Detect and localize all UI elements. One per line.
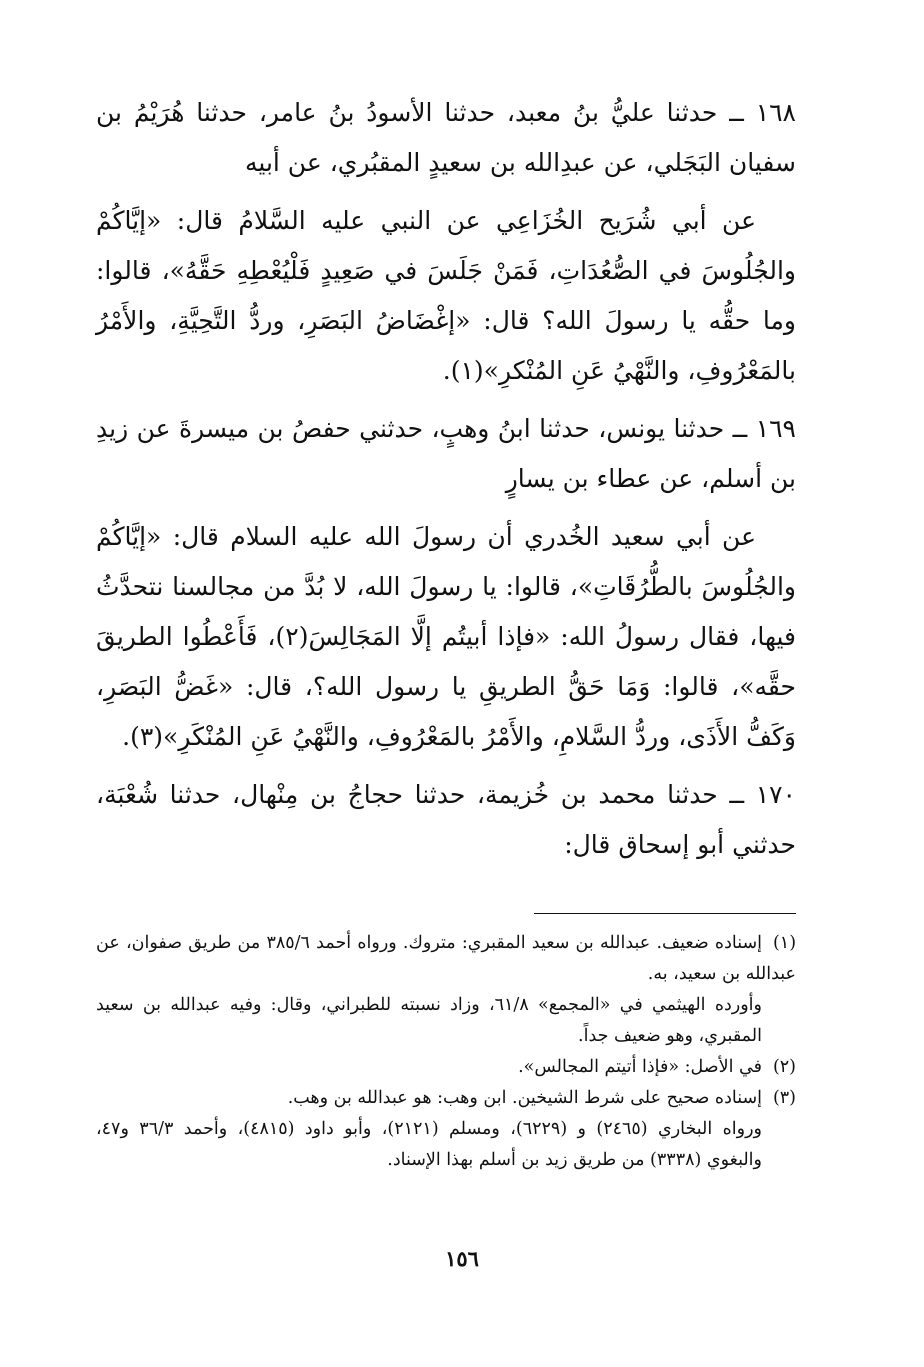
footnote-text: إسناده صحيح على شرط الشيخين. ابن وهب: هو عبدالله بن وهب. [287,1088,762,1108]
footnote-3 [96,1083,796,1114]
footnote-text: وأورده الهيثمي في «المجمع» ٦١/٨، وزاد نسبته للطبراني، وقال: وفيه عبدالله بن سعيد المقبري، وهو ضعيف جداً. [96,995,762,1046]
hadith-170-isnad: ١٧٠ ــ حدثنا محمد بن خُزيمة، حدثنا حجاجُ بن مِنْهال، حدثنا شُعْبَة، حدثني أبو إسحاق قال: [96,780,796,859]
footnote-text: في الأصل: «فإذا أتيتم المجالس». [518,1057,762,1077]
footnote-number: (٢) [772,1057,796,1077]
hadith-168-matn: عن أبي شُرَيح الخُزَاعِي عن النبي عليه السَّلامُ قال: «إيَّاكُمْ والجُلُوسَ في الصُّعُدَاتِ، فَمَنْ جَلَسَ في صَعِيدٍ فَلْيُعْطِهِ حَقَّهُ»، قالوا: وما حقُّه يا رسولَ الله؟ قال: «إغْضَاضُ البَصَرِ، وردُّ التَّحِيَّةِ، والأَمْرُ بالمَعْرُوفِ، والنَّهْيُ عَنِ المُنْكرِ»(١). [96,206,796,385]
main-text [96,88,796,878]
footnote-number: (١) [772,933,797,953]
hadith-169-matn: عن أبي سعيد الخُدري أن رسولَ الله عليه السلام قال: «إيَّاكُمْ والجُلُوسَ بالطُّرُقَاتِ»، قالوا: يا رسولَ الله، لا بُدَّ من مجالسنا نتحدَّثُ فيها، فقال رسولُ الله: «فإذا أبيتُم إلَّا المَجَالِسَ(٢)، فَأَعْطُوا الطريقَ حقَّه»، قالوا: وَمَا حَقُّ الطريقِ يا رسول الله؟، قال: «غَضُّ البَصَرِ، وَكَفُّ الأَذَى، وردُّ السَّلامِ، والأَمْرُ بالمَعْرُوفِ، والنَّهْيُ عَنِ المُنْكَرِ»(٣). [96,522,797,751]
footnote-text: ورواه البخاري (٢٤٦٥) و (٦٢٢٩)، ومسلم (٢١٢١)، وأبو داود (٤٨١٥)، وأحمد ٣٦/٣ و٤٧، والبغوي (٣٣٣٨) من طريق زيد بن أسلم بهذا الإسناد. [96,1119,762,1170]
footnote-1-continuation [96,990,796,1052]
footnote-number: (٣) [772,1088,796,1108]
hadith-168-isnad: ١٦٨ ــ حدثنا عليُّ بنُ معبد، حدثنا الأسودُ بنُ عامر، حدثنا هُرَيْمُ بن سفيان البَجَلي، عن عبدِالله بن سعيدٍ المقبُري، عن أبيه [96,98,796,177]
hadith-169-isnad: ١٦٩ ــ حدثنا يونس، حدثنا ابنُ وهبٍ، حدثني حفصُ بن ميسرةَ عن زيدِ بن أسلم، عن عطاء بن يسارٍ [96,414,796,493]
footnote-2 [96,1052,796,1083]
footnote-1 [96,928,796,990]
page-number: ١٥٦ [445,1246,479,1271]
footnote-separator [534,913,796,914]
footnote-text: إسناده ضعيف. عبدالله بن سعيد المقبري: متروك. ورواه أحمد ٣٨٥/٦ من طريق صفوان، عن عبدالله بن سعيد، به. [96,933,796,984]
footnote-3-continuation [96,1114,796,1176]
footnotes [96,928,796,1176]
